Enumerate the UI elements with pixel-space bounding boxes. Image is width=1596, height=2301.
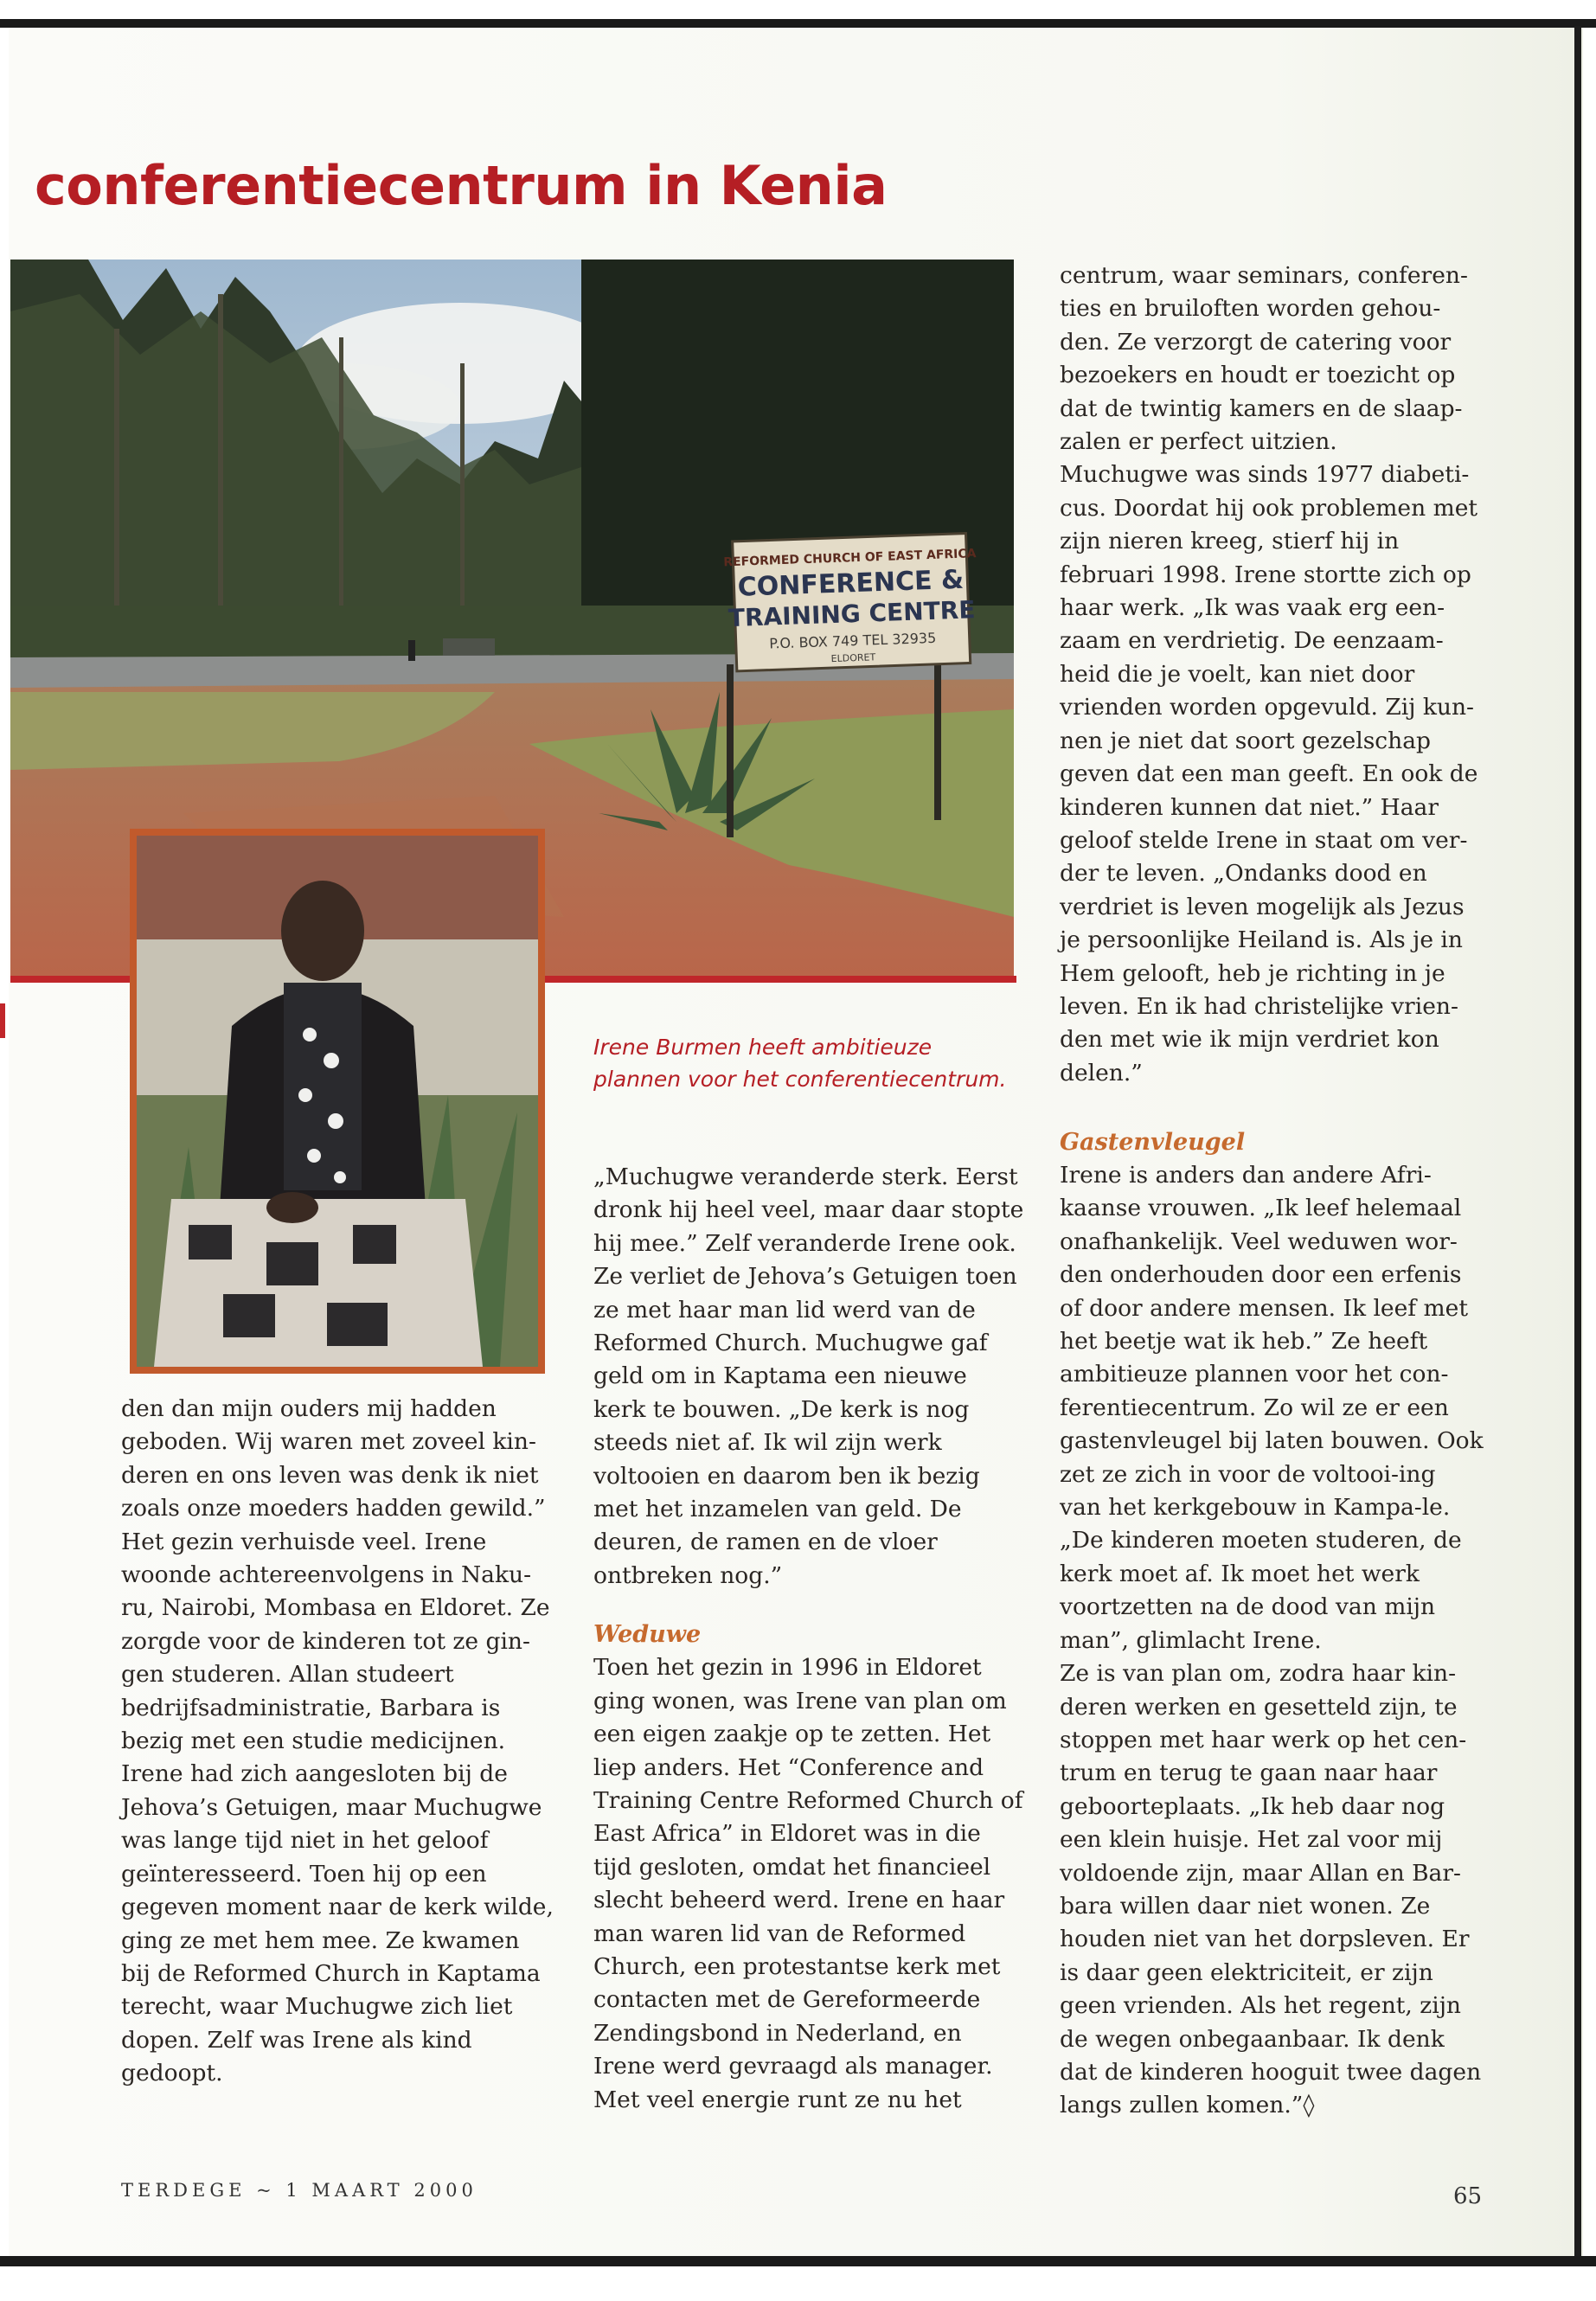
column-2 <box>593 1161 1026 2117</box>
paragraph: den dan mijn ouders mij hadden geboden. Wij waren met zoveel kin-deren en ons leven was denk ik niet zoals onze moeders hadden gewild.” <box>121 1395 546 1522</box>
bottom-rule <box>0 2256 1596 2266</box>
paragraph: Muchugwe was sinds 1977 diabeti-cus. Doordat hij ook problemen met zijn nieren kreeg, stierf hij in februari 1998. Irene stortte zich op haar werk. „Ik was vaak erg een-zaam en verdrietig. De eenzaam-heid die je voelt, kan niet door vrienden worden opgevuld. Zij kun-nen je niet dat soort gezelschap geven dat een man geeft. En ook de kinderen kunnen dat niet.” Haar geloof stelde Irene in staat om ver-der te leven. „Ondanks dood en verdriet is leven mogelijk als Jezus je persoonlijke Heiland is. Als je in Hem gelooft, heb je richting in je leven. En ik had christelijke vrien-den met wie ik mijn verdriet kon delen.” <box>1060 461 1478 1086</box>
column-3-continued <box>1060 1126 1484 2123</box>
subheading-gastenvleugel: Gastenvleugel <box>1060 1129 1246 1156</box>
sign-line-3: TRAINING CENTRE <box>727 595 976 633</box>
paragraph: Ze is van plan om, zodra haar kin-deren werken en gesetteld zijn, te stoppen met haar werk op het cen-trum en terug te gaan naar haar geboorteplaats. „Ik heb daar nog een klein huisje. Het zal voor mij voldoende zijn, maar Allan en Bar-bara willen daar niet wonen. Ze houden niet van het dorpsleven. Er is daar geen elektriciteit, er zijn geen vrienden. Als het regent, zijn de wegen onbegaanbaar. Ik denk dat de kinderen hooguit twee dagen langs zullen komen.”◊ <box>1060 1660 1482 2119</box>
paragraph: Irene is anders dan andere Afri-kaanse vrouwen. „Ik leef helemaal onafhankelijk. Veel weduwen wor-den onderhouden door een erfenis of door andere mensen. Ik leef met het beetje wat ik heb.” Ze heeft ambitieuze plannen voor het con-ferentiecentrum. Zo wil ze er een gastenvleugel bij laten bouwen. Ook zet ze zich in voor de voltooi-ing van het kerkgebouw in Kampa-le. „De kinderen moeten studeren, de kerk moet af. Ik moet het werk voortzetten na de dood van mijn man”, glimlacht Irene. <box>1060 1162 1484 1654</box>
column-1 <box>121 1393 554 2091</box>
top-rule <box>0 19 1596 28</box>
subheading-weduwe: Weduwe <box>593 1621 702 1649</box>
caption-text: Irene Burmen heeft ambitieuze plannen voor het conferentiecentrum. <box>593 1035 1007 1092</box>
margin-accent <box>0 1003 5 1038</box>
footer-publication: TERDEGE ~ 1 MAART 2000 <box>121 2180 478 2201</box>
column-3 <box>1060 260 1484 1090</box>
sign-line-4: P.O. BOX 749 TEL 32935 <box>768 629 937 652</box>
paragraph: Het gezin verhuisde veel. Irene woonde achtereenvolgens in Naku-ru, Nairobi, Mombasa en Eldoret. Ze zorgde voor de kinderen tot ze gin-gen studeren. Allan studeert bedrijfsadministratie, Barbara is bezig met een studie medicijnen. Irene had zich aangesloten bij de Jehova’s Getuigen, maar Muchugwe was lange tijd niet in het geloof geïnteresseerd. Toen hij op een gegeven moment naar de kerk wilde, ging ze met hem mee. Ze kwamen bij de Reformed Church in Kaptama terecht, waar Muchugwe zich liet dopen. Zelf was Irene als kind gedoopt. <box>121 1528 554 2087</box>
page-edge <box>1574 26 1581 2258</box>
paragraph: centrum, waar seminars, conferen-ties en bruiloften worden gehou-den. Ze verzorgt de catering voor bezoekers en houdt er toezicht op dat de twintig kamers en de slaap-zalen er perfect uitzien. <box>1060 262 1468 456</box>
sign-line-2: CONFERENCE & <box>737 564 965 603</box>
portrait-photo <box>130 829 545 1374</box>
headline: conferentiecentrum in Kenia <box>35 154 888 217</box>
sign-line-1: REFORMED CHURCH OF EAST AFRICA <box>723 547 977 570</box>
paragraph: „Muchugwe veranderde sterk. Eerst dronk hij heel veel, maar daar stopte hij mee.” Zelf veranderde Irene ook. Ze verliet de Jehova’s Getuigen toen ze met haar man lid werd van de Reformed Church. Muchugwe gaf geld om in Kaptama een nieuwe kerk te bouwen. „De kerk is nog steeds niet af. Ik wil zijn werk voltooien en daarom ben ik bezig met het inzamelen van geld. De deuren, de ramen en de vloer ontbreken nog.” <box>593 1163 1024 1589</box>
page-number: 65 <box>1453 2183 1483 2209</box>
photo-caption <box>593 1031 1026 1095</box>
paragraph: Toen het gezin in 1996 in Eldoret ging wonen, was Irene van plan om een eigen zaakje op te zetten. Het liep anders. Het “Conference and Training Centre Reformed Church of East Africa” in Eldoret was in die tijd gesloten, omdat het financieel slecht beheerd werd. Irene en haar man waren lid van de Reformed Church, een protestantse kerk met contacten met de Gereformeerde Zendingsbond in Nederland, en Irene werd gevraagd als manager. Met veel energie runt ze nu het <box>593 1654 1023 2113</box>
sign-line-5: ELDORET <box>830 651 876 665</box>
